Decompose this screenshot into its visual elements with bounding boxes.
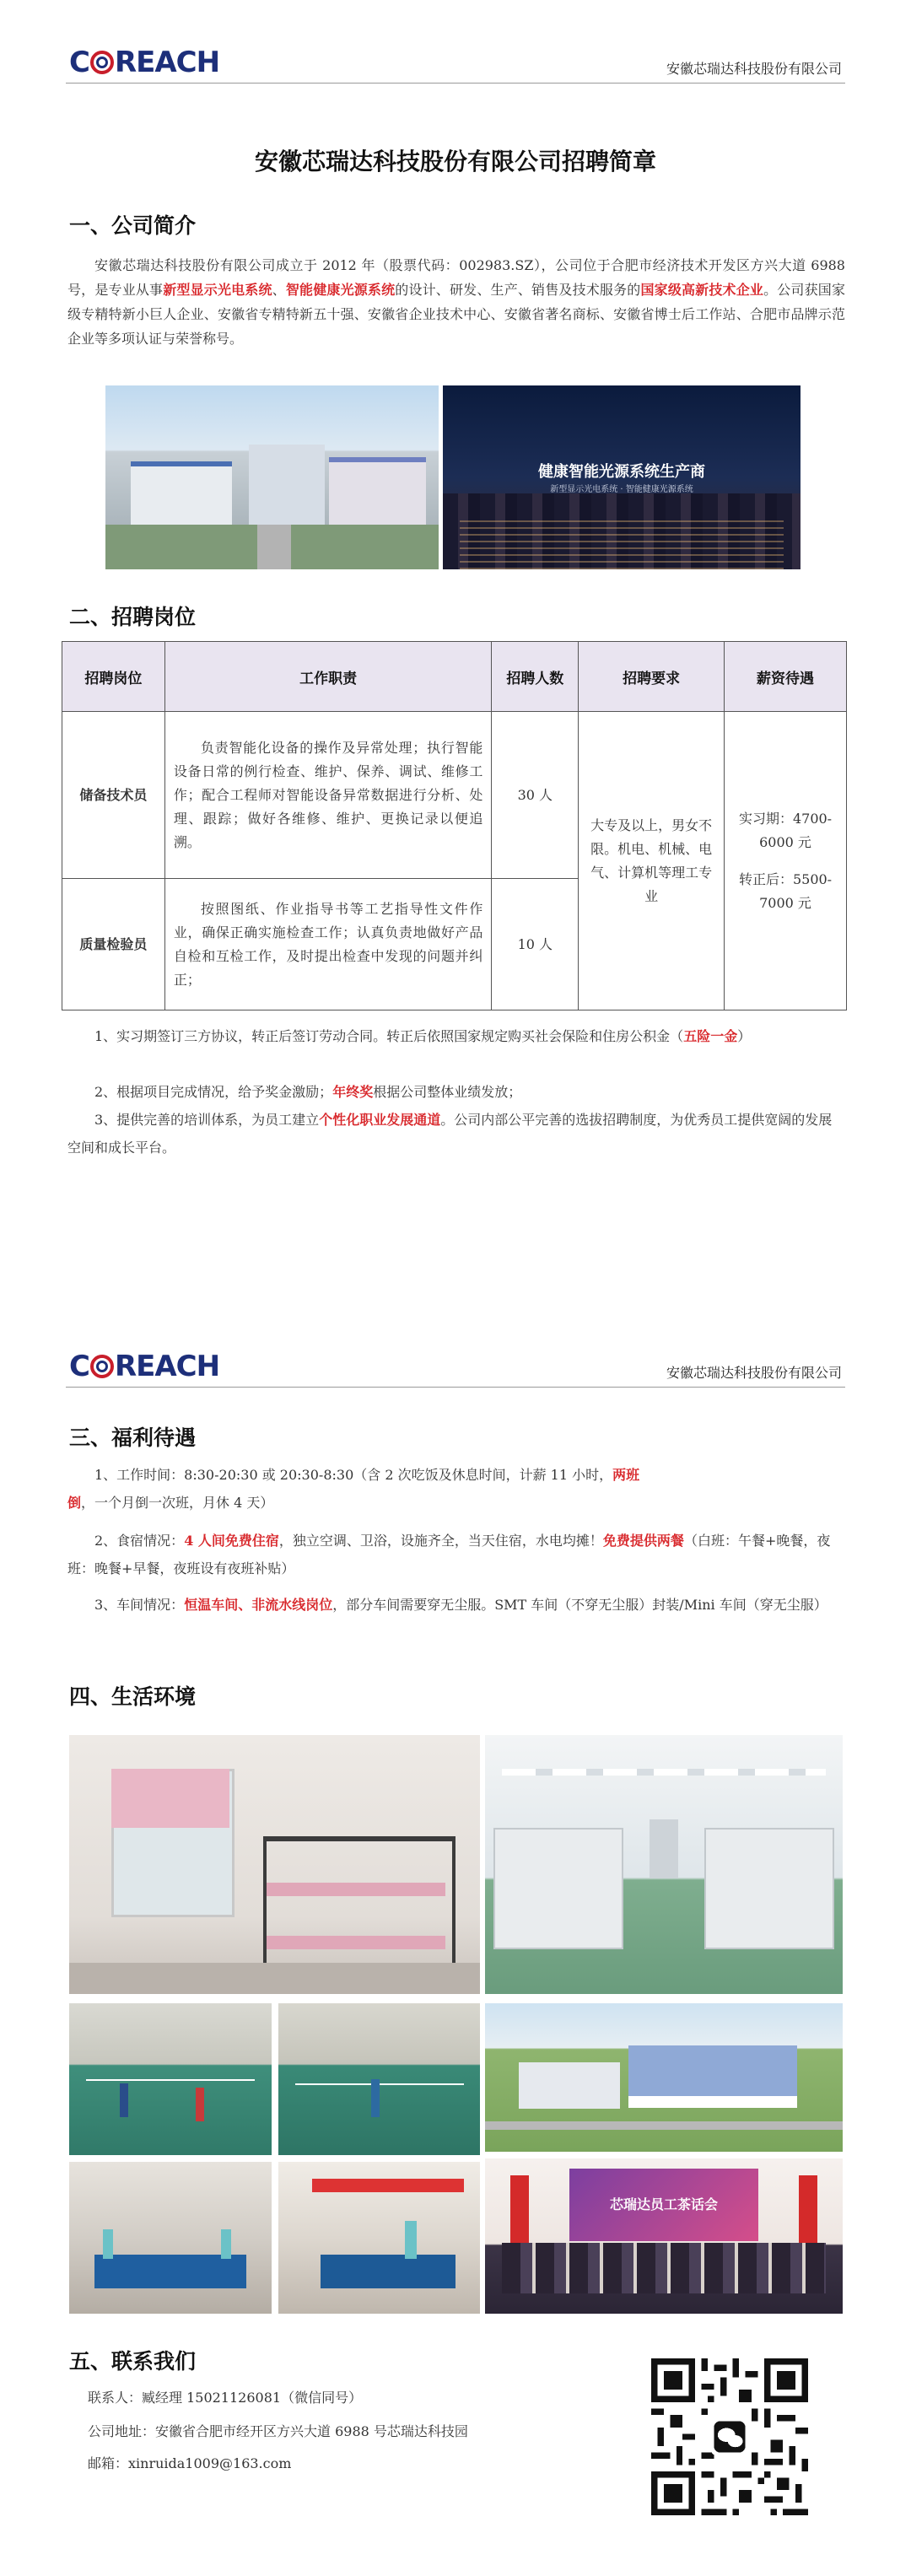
welfare-item-2: 2、食宿情况：4 人间免费住宿，独立空调、卫浴，设施齐全，当天住宿，水电均摊！免费提供两餐（白班：午餐+晚餐，夜班：晚餐+早餐，夜班设有夜班补贴） xyxy=(67,1533,831,1576)
header-company-name: 安徽芯瑞达科技股份有限公司 xyxy=(666,61,842,77)
section-title-welfare: 三、福利待遇 xyxy=(69,1425,197,1450)
tea-party-photo xyxy=(485,2158,843,2314)
welfare-item-1: 1、工作时间：8:30-20:30 或 20:30-8:30（含 2 次吃饭及休息时间，计薪 11 小时，两班倒，一个月倒一次班，月休 4 天） xyxy=(67,1467,640,1511)
salary-intern: 实习期：4700-6000 元 xyxy=(738,810,833,850)
tea-party-banner: 芯瑞达员工茶话会 xyxy=(609,2196,718,2212)
job-duty: 负责智能化设备的操作及异常处理；执行智能设备日常的例行检查、维护、保养、调试、维修工作；配合工程师对智能设备异常数据进行分析、处理、跟踪；做好各维修、维护、更换记录以便追溯。 xyxy=(164,712,492,879)
job-duty: 按照图纸、作业指导书等工艺指导性文件作业，确保正确实施检查工作；认真负责地做好产品自检和互检工作，及时提出检查中发现的问题并纠正； xyxy=(164,879,492,1010)
table-header-row xyxy=(62,642,847,712)
welfare-item-3: 3、车间情况：恒温车间、非流水线岗位，部分车间需要穿无尘服。SMT 车间（不穿无尘服）封装/Mini 车间（穿无尘服） xyxy=(94,1597,827,1613)
job-count: 10 人 xyxy=(492,879,579,1010)
dormitory-photo xyxy=(69,1735,480,1994)
contact-person: 联系人：臧经理 15021126081（微信同号） xyxy=(88,2390,363,2406)
badminton-photo-1 xyxy=(69,2003,272,2155)
company-logo: C REACH xyxy=(69,1350,220,1383)
logo-o-icon xyxy=(90,1355,114,1378)
section-title-contact: 五、联系我们 xyxy=(69,2349,197,2374)
aerial-campus-photo xyxy=(485,2003,843,2152)
job-note-1: 1、实习期签订三方协议，转正后签订劳动合同。转正后依照国家规定购买社会保险和住房公积金（五险一金） xyxy=(94,1028,752,1044)
column-header: 招聘要求 xyxy=(579,642,725,712)
contact-email[interactable]: 邮箱：xinruida1009@163.com xyxy=(88,2455,292,2471)
campus-photo xyxy=(105,385,439,569)
salary-regular: 转正后：5500-7000 元 xyxy=(738,870,833,911)
company-intro-paragraph: 安徽芯瑞达科技股份有限公司成立于 2012 年（股票代码：002983.SZ），公司位于合肥市经济技术开发区方兴大道 6988 号，是专业从事新型显示光电系统、智能健康光源系统的设计、研发、生产、销售及技术服务的国家级高新技术企业。公司获国家级专精特新小巨人企业、安徽省专精特新五十强、安徽省企业技术中心、安徽省著名商标、安徽省博士后工作站、合肥市品牌示范企业等多项认证与荣誉称号。 xyxy=(67,257,845,347)
job-name: 储备技术员 xyxy=(62,712,165,879)
section-title-jobs: 二、招聘岗位 xyxy=(69,605,197,629)
table-row xyxy=(62,712,847,879)
page-title: 安徽芯瑞达科技股份有限公司招聘简章 xyxy=(254,148,656,175)
column-header: 薪资待遇 xyxy=(725,642,847,712)
wechat-qr-code xyxy=(651,2358,808,2515)
column-header: 招聘岗位 xyxy=(62,642,165,712)
job-note-2: 2、根据项目完成情况，给予奖金激励；年终奖根据公司整体业绩发放； xyxy=(94,1084,522,1100)
job-requirement: 大专及以上，男女不限。机电、机械、电气、计算机等理工专业 xyxy=(579,712,725,1010)
skyline-photo xyxy=(443,385,800,569)
skyline-caption: 健康智能光源系统生产商 xyxy=(538,463,705,481)
job-note-3: 3、提供完善的培训体系，为员工建立个性化职业发展通道。公司内部公平完善的选拔招聘制度，为优秀员工提供宽阔的发展空间和成长平台。 xyxy=(67,1112,833,1156)
section-title-environment: 四、生活环境 xyxy=(69,1684,197,1709)
pingpong-photo-2 xyxy=(278,2162,480,2314)
contact-address: 公司地址：安徽省合肥市经开区方兴大道 6988 号芯瑞达科技园 xyxy=(88,2423,468,2439)
badminton-photo-2 xyxy=(278,2003,480,2155)
job-salary xyxy=(725,712,847,1010)
page2-header xyxy=(66,1350,845,1388)
column-header: 招聘人数 xyxy=(492,642,579,712)
logo-o-icon xyxy=(90,51,114,74)
job-name: 质量检验员 xyxy=(62,879,165,1010)
jobs-table xyxy=(62,641,847,1010)
skyline-subcaption: 新型显示光电系统 · 智能健康光源系统 xyxy=(550,485,693,494)
section-title-intro: 一、公司简介 xyxy=(69,213,197,238)
company-logo: C REACH xyxy=(69,46,220,79)
job-count: 30 人 xyxy=(492,712,579,879)
pingpong-photo-1 xyxy=(69,2162,272,2314)
header-company-name: 安徽芯瑞达科技股份有限公司 xyxy=(666,1365,842,1381)
page1-header xyxy=(66,46,845,84)
cleanroom-photo xyxy=(485,1735,843,1994)
column-header: 工作职责 xyxy=(164,642,492,712)
